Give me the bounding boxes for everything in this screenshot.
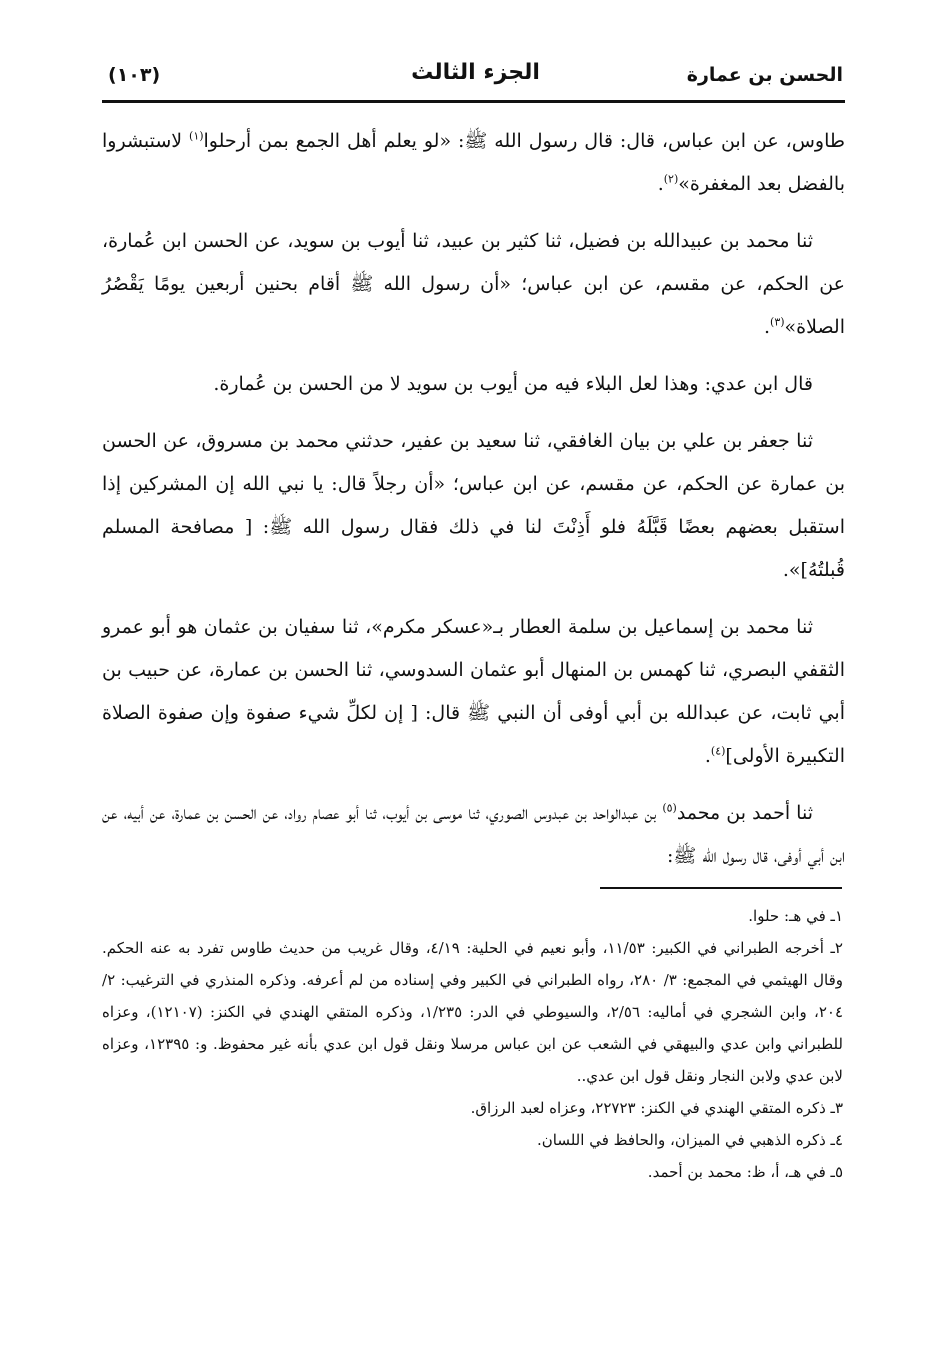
footnote-5: ٥ـ في هـ، أ، ظ: محمد بن أحمد. — [647, 1163, 843, 1181]
paragraph-text: ثنا محمد بن إسماعيل بن سلمة العطار بـ«عسكر مكرم»، ثنا سفيان بن عثمان هو أبو عمرو الثقفي البصري، ثنا كهمس بن المنهال أبو عثمان السدوسي، ثنا الحسن بن عمارة، عن حبيب بن أبي ثابت، عن عبدالله بن أبي أوفى أن النبي ﷺ قال: [ إن لكلِّ شيء صفوة وإن صفوة الصلاة التكبيرة الأولى] — [102, 616, 845, 767]
paragraph-1 — [102, 120, 845, 206]
paragraph-text: . — [763, 316, 771, 338]
footnote-2: ٢ـ أخرجه الطبراني في الكبير: ١١/٥٣، وأبو نعيم في الحلية: ٤/١٩، وقال غريب من حديث طاوس تفرد به عنه الحكم. وقال الهيثمي في المجمع: ٣/ ٢٨٠، رواه الطبراني في الكبير وفي إسناده من لم أعرفه. وذكره المنذري في الترغيب: ٢/ ٢٠٤، وابن الشجري في أماليه: ٢/٥٦، والسيوطي في الدر: ١/٢٣٥، وذكره المتقي الهندي في الكنز: (١٢١٠٧)، وعزاه للطبراني وابن عدي والبيهقي في الشعب عن ابن عباس مرسلا ونقل قول ابن عدي بأنه غير محفوظ. و: ١٢٣٩٥، وعزاه لابن عدي ولابن النجار ونقل قول ابن عدي.. — [102, 939, 843, 1085]
paragraph-text: بن عبدالواحد بن عبدوس الصوري، ثنا موسى بن أيوب، ثنا أبو عصام رواد، عن الحسن بن عمارة، عن أبيه، عن ابن أبي أوفى، قال رسول الله ﷺ: — [102, 802, 845, 867]
paragraph-2 — [102, 220, 845, 349]
footnote-ref-4: (٤) — [710, 744, 726, 758]
footnote-4: ٤ـ ذكره الذهبي في الميزان، والحافظ في اللسان. — [536, 1131, 843, 1149]
main-text — [102, 120, 845, 892]
footnotes — [102, 900, 843, 1188]
paragraph-3: قال ابن عدي: وهذا لعل البلاء فيه من أيوب بن سويد لا من الحسن بن عُمارة. — [213, 373, 813, 395]
paragraph-5 — [102, 606, 845, 778]
page-header — [108, 60, 843, 90]
paragraph-text: . — [657, 173, 664, 195]
footnote-ref-2: (٢) — [663, 172, 679, 186]
paragraph-6 — [102, 792, 845, 878]
paragraph-text: ثنا أحمد بن محمد — [676, 802, 813, 824]
paragraph-text: لاستبشروا بالفضل بعد المغفرة» — [102, 130, 845, 195]
paragraph-text: . — [704, 745, 711, 767]
footnote-ref-1: (١) — [189, 129, 204, 143]
footnote-ref-5: (٥) — [662, 801, 677, 815]
paragraph-4: ثنا جعفر بن علي بن بيان الغافقي، ثنا سعيد بن عفير، حدثني محمد بن مسروق، عن الحسن بن عمارة عن الحكم، عن مقسم، عن ابن عباس؛ «أن رجلاً قال: يا نبي الله إن المشركين إذا استقبل بعضهم بعضًا قَبَّلَهُ فلو أَذِنْتَ لنا في ذلك فقال رسول الله ﷺ: [ مصافحة المسلم قُبلتُهُ]». — [102, 430, 845, 581]
footnote-3: ٣ـ ذكره المتقي الهندي في الكنز: ٢٢٧٢٣، وعزاه لعبد الرزاق. — [470, 1099, 843, 1117]
footnote-1: ١ـ في هـ: حلوا. — [748, 907, 843, 925]
header-page-number: (١٠٣) — [108, 64, 161, 86]
footnote-ref-3: (٣) — [770, 315, 785, 329]
header-volume-title: الجزء الثالث — [411, 60, 540, 85]
header-narrator-name: الحسن بن عمارة — [686, 64, 843, 86]
paragraph-text: طاوس، عن ابن عباس، قال: قال رسول الله ﷺ: «لو يعلم أهل الجمع بمن أرحلوا — [203, 130, 845, 152]
footnote-divider — [600, 887, 842, 889]
paragraph-text: ثنا محمد بن عبيدالله بن فضيل، ثنا كثير بن عبيد، ثنا أيوب بن سويد، عن الحسن ابن عُمارة، عن الحكم، عن مقسم، عن ابن عباس؛ «أن رسول الله ﷺ أقام بحنين أربعين يومًا يَقْصُرُ الصلاة» — [102, 230, 845, 338]
header-divider — [102, 100, 845, 103]
